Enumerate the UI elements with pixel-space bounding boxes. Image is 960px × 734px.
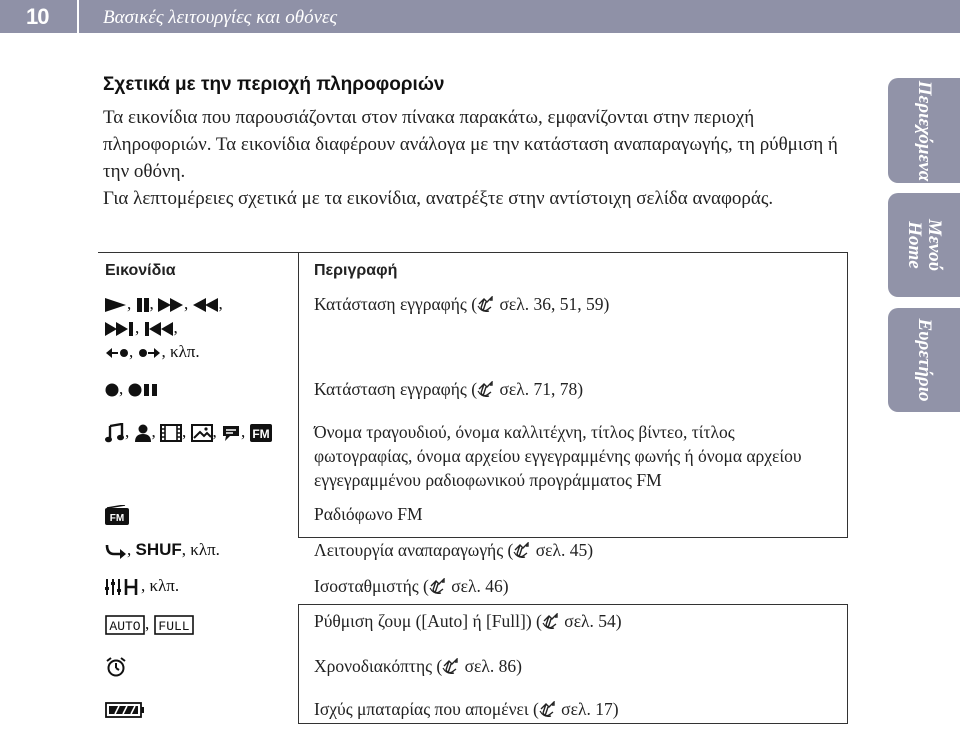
desc-row-6-ref: σελ. 46) [446, 576, 509, 596]
table-top-rule [98, 252, 848, 253]
tab-home-menu[interactable] [888, 193, 960, 297]
icons-row-record: , [105, 377, 160, 401]
record-pause-icon [128, 383, 160, 397]
page-reference-icon [477, 381, 495, 398]
desc-row-5-text: Λειτουργία αναπαραγωγής ( [314, 540, 514, 560]
tab-home-line1: Μενού [924, 219, 945, 271]
fm-radio-icon [105, 505, 129, 525]
intro-paragraph-1: Τα εικονίδια που παρουσιάζονται στον πίνακα παρακάτω, εμφανίζονται στην περιοχή πληροφοριών. Τα εικονίδια διαφέρουν ανάλογα με την κατάσταση αναπαραγωγής, τη ρύθμιση ή την οθόνη. [103, 107, 838, 182]
icons-row-timer [105, 654, 127, 678]
page-reference-icon [513, 542, 531, 559]
intro-paragraph-2: Για λεπτομέρειες σχετικά με τα εικονίδια, ανατρέξτε στην αντίστοιχη σελίδα αναφοράς. [103, 188, 774, 209]
icons-row-zoom: AUTO , FULL [105, 612, 194, 636]
photo-icon [191, 423, 213, 443]
intro-text [103, 104, 838, 212]
page-number: 10 [26, 4, 49, 29]
back-mark-icon [105, 346, 129, 360]
tab-home-line2: Home [904, 221, 925, 269]
desc-row-1-text: Κατάσταση εγγραφής ( [314, 294, 478, 314]
page-reference-icon [429, 578, 447, 595]
column-header-description: Περιγραφή [314, 262, 398, 279]
table-divider-upper [298, 252, 299, 538]
header-divider [77, 0, 79, 33]
desc-row-8-text: Χρονοδιακόπτης ( [314, 656, 443, 676]
desc-row-4: Ραδιόφωνο FM [314, 504, 423, 524]
desc-row-6 [314, 574, 509, 598]
rewind-icon [193, 297, 219, 313]
desc-row-7-ref: σελ. 54) [559, 611, 622, 631]
desc-row-2 [314, 377, 583, 401]
page-reference-icon [442, 658, 460, 675]
tab-contents-label: Περιεχόμενα [914, 80, 935, 181]
desc-row-6-text: Ισοσταθμιστής ( [314, 576, 429, 596]
voice-memo-icon [221, 423, 241, 443]
next-track-icon [105, 321, 135, 337]
page-header [0, 0, 960, 33]
desc-row-8 [314, 654, 522, 678]
desc-row-3: Όνομα τραγουδιού, όνομα καλλιτέχνη, τίτλος βίντεο, τίτλος φωτογραφίας, όνομα αρχείου εγγεγραμμένης φωνής ή όνομα αρχείου εγγεγραμμένου ραδιοφωνικού προγράμματος FM [314, 422, 802, 490]
repeat-icon [105, 543, 127, 559]
pause-icon [136, 297, 150, 313]
table-right-border-upper [847, 252, 848, 538]
svg-text:FM: FM [109, 513, 125, 525]
table-divider-lower [298, 604, 299, 724]
icons-row-play-mode: , SHUF, κλπ. [105, 538, 220, 562]
previous-track-icon [144, 321, 174, 337]
desc-row-2-text: Κατάσταση εγγραφής ( [314, 379, 478, 399]
svg-text:FULL: FULL [157, 619, 190, 635]
fast-forward-icon [158, 297, 184, 313]
icons-row-equalizer: , κλπ. [105, 574, 179, 598]
desc-row-9-ref: σελ. 17) [556, 699, 619, 719]
section-title: Σχετικά με την περιοχή πληροφοριών [103, 74, 445, 95]
table-bottom-rule [298, 723, 848, 724]
desc-row-2-ref: σελ. 71, 78) [495, 379, 584, 399]
timer-icon [105, 657, 127, 677]
battery-icon [105, 701, 145, 719]
shuffle-label: SHUF [135, 540, 182, 559]
page-reference-icon [542, 613, 560, 630]
tab-index-label: Ευρετήριο [914, 318, 935, 402]
person-icon [134, 423, 152, 443]
desc-row-9 [314, 697, 619, 721]
desc-row-8-ref: σελ. 86) [460, 656, 522, 676]
desc-row-5-ref: σελ. 45) [531, 540, 594, 560]
tab-home-label [904, 219, 944, 271]
svg-text:FM: FM [251, 427, 270, 442]
desc-row-1 [314, 292, 609, 316]
zoom-full-icon [154, 615, 194, 635]
tab-index[interactable] [888, 308, 960, 412]
tab-contents[interactable] [888, 78, 960, 183]
music-note-icon [105, 423, 125, 443]
icons-row-playback: , , , , , , , , κλπ. [105, 292, 295, 364]
page-reference-icon [539, 701, 557, 718]
play-icon [105, 297, 127, 313]
zoom-auto-icon [105, 615, 145, 635]
icons-row-titles: , , , , , FM [105, 420, 272, 444]
desc-row-7 [314, 609, 622, 633]
column-header-icons: Εικονίδια [105, 262, 176, 279]
svg-text:AUTO: AUTO [109, 619, 141, 635]
table-lower-top-rule [298, 604, 848, 605]
desc-row-7-text: Ρύθμιση ζουμ ([Auto] ή [Full]) ( [314, 611, 542, 631]
desc-row-9-text: Ισχύς μπαταρίας που απομένει ( [314, 699, 539, 719]
record-icon [105, 383, 119, 397]
page-title: Βασικές λειτουργίες και οθόνες [103, 7, 338, 28]
icons-row-battery [105, 697, 145, 721]
desc-row-1-ref: σελ. 36, 51, 59) [495, 294, 610, 314]
film-icon [160, 423, 182, 443]
etc-text: κλπ. [190, 540, 220, 559]
etc-text: κλπ. [170, 342, 200, 361]
desc-row-5 [314, 538, 593, 562]
forward-mark-icon [138, 346, 162, 360]
table-right-border-lower [847, 604, 848, 724]
equalizer-icon [105, 578, 141, 596]
page-reference-icon [477, 296, 495, 313]
fm-icon [250, 423, 272, 443]
etc-text: κλπ. [149, 576, 180, 595]
icons-row-fm [105, 502, 129, 526]
